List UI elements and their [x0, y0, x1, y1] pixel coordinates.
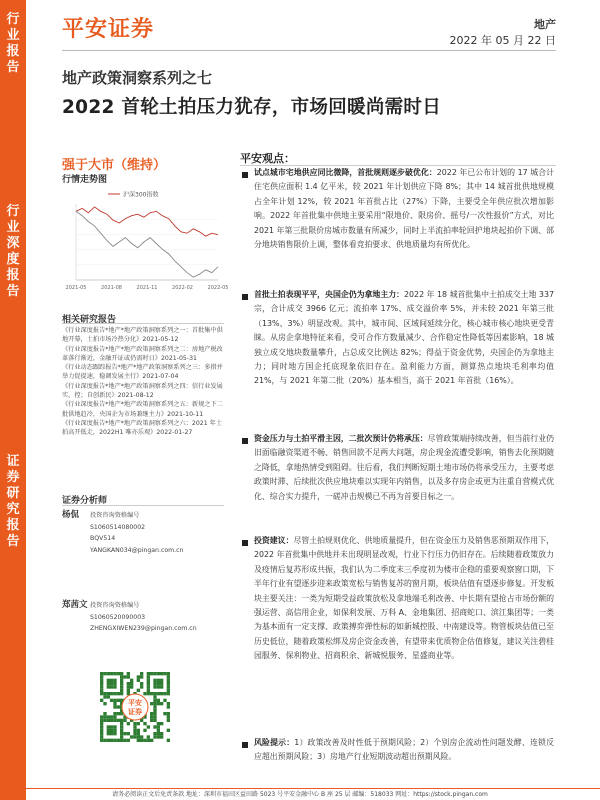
qr-module — [163, 672, 166, 675]
header-divider — [62, 50, 556, 51]
qr-module — [143, 739, 146, 742]
related-report-item[interactable]: 《行业深度报告*地产*地产政策洞察系列之四：信行业发展实，控；自创新民》2021-08-12 — [62, 382, 223, 400]
view-point — [254, 166, 554, 252]
chart-series-line — [76, 207, 218, 236]
qr-module — [113, 699, 116, 702]
qr-module — [160, 692, 163, 695]
qr-module — [160, 672, 163, 675]
qr-module — [100, 722, 103, 725]
view-point-lead: 试点城市宅地供应同比微降，首批规则逐步破优化： — [254, 168, 437, 177]
qr-module — [110, 692, 113, 695]
qr-module — [100, 685, 103, 688]
chart-x-tick-label: 2021-11 — [136, 285, 158, 291]
qr-module — [103, 695, 106, 698]
qr-module — [107, 739, 110, 742]
qr-module — [143, 729, 146, 732]
view-point — [254, 432, 554, 504]
qr-module — [110, 699, 113, 702]
qr-module — [150, 719, 153, 722]
qr-module — [123, 675, 126, 678]
bullet-icon — [242, 172, 248, 178]
qr-module — [130, 735, 133, 738]
qr-module — [147, 692, 150, 695]
qr-module — [153, 712, 156, 715]
analyst-info — [90, 510, 183, 556]
rating: 强于大市（维持） — [62, 158, 167, 173]
qr-module — [107, 685, 110, 688]
bullet-icon — [242, 540, 248, 546]
qr-code-icon — [100, 672, 170, 742]
footer-text: 请务必阅读正文后免责条款 地址：深圳市福田区益田路 5023 号平安金融中心 B 座 25 层 邮编：518033 网址：https://stock.pingan.com — [112, 791, 488, 798]
qr-module — [150, 715, 153, 718]
qr-module — [137, 689, 140, 692]
qr-module — [113, 732, 116, 735]
qr-module — [113, 725, 116, 728]
view-point-text: 尽管政策端持续改善，但当前行业仍旧面临融资渠道不畅、销售回款不足两大问题，房企现金流遭受影响，销售去化预期随之降低，拿地热情受到阻碍。往后看，我们判断短期土地市场仍将承受压力，主要考虑政策时滞、后续批次供应地块难以实现年内销售，以及多存房企或更为注重自营模式优化、综合实力提升，一磋冲击规模已不再为首要目标之一。 — [254, 434, 554, 501]
qr-module — [153, 709, 156, 712]
qr-module — [137, 735, 140, 738]
industry-label: 地产 — [534, 18, 556, 31]
qr-module — [137, 732, 140, 735]
qr-module — [113, 672, 116, 675]
qr-module — [160, 732, 163, 735]
qr-module — [110, 725, 113, 728]
qr-module — [110, 682, 113, 685]
qr-module — [103, 712, 106, 715]
qr-module — [103, 672, 106, 675]
qr-module — [153, 735, 156, 738]
qr-module — [127, 685, 130, 688]
related-reports-list — [62, 326, 226, 438]
qr-module — [120, 732, 123, 735]
qr-module — [140, 739, 143, 742]
qr-module — [117, 672, 120, 675]
qr-module — [167, 672, 170, 675]
view-point-text: 2022 年已公布计划的 17 城合计住宅供应面积 1.4 亿平米，较 2021 年计划供应下降 8%；其中 14 城首批供地规模占全年计划 12%，较 2021 年首批占比（27%）下降，主要受全年供应批次增加影响。2022 年首批集中供地主要采用“限地价、限房价、摇号/一次性报价”方式，对比 2021 年第三批限价房城市数量有所减少，同时上半流拍率轮回护地块起拍价下调、部分地块销售限价上调，整体看竞拍要求、供地质量均有所优化。 — [254, 168, 554, 250]
bullet-icon — [242, 742, 248, 748]
qr-module — [137, 675, 140, 678]
qr-module — [153, 679, 156, 682]
qr-module — [100, 699, 103, 702]
chart-legend-label: 沪深300指数 — [123, 191, 159, 199]
qr-module — [167, 702, 170, 705]
svg-text:证券: 证券 — [128, 708, 142, 716]
qr-module — [123, 739, 126, 742]
qr-module — [167, 705, 170, 708]
qr-module — [153, 705, 156, 708]
qr-module — [123, 719, 126, 722]
qr-module — [107, 719, 110, 722]
chart-series-line — [76, 211, 218, 277]
qr-module — [160, 679, 163, 682]
series-title: 地产政策洞察系列之七 — [62, 69, 213, 87]
view-point — [254, 288, 554, 389]
chart-x-tick-label: 2022-05 — [207, 285, 229, 291]
qr-module — [117, 699, 120, 702]
view-point-text: 2022 年 18 城首批集中土拍成交土地 337 宗，合计成交 3966 亿元；流拍率 17%、成交溢价率 5%，并未较 2021 年第三批（13%、3%）明显改观。其中，城市间、区域间延续分化，核心城市核心地块更受青睐。从房企拿地特征来看，受可合作方数量减少、合作稳定性降低等因素影响，18 城独立成交地块数量攀升，占总成交比例达 82%；得益于资金优势，央国企仍为拿地主力；同时地方国企托底现象依旧存在。盈利能力方面，测算热点地块毛利率均值 21%，与 2021 年第二批（20%）基本相当，高于 2021 年首批（16%）。 — [254, 290, 554, 386]
qr-module — [143, 722, 146, 725]
qr-module — [133, 732, 136, 735]
qr-module — [160, 722, 163, 725]
report-date: 2022 年 05 月 22 日 — [449, 34, 556, 47]
qr-module — [157, 672, 160, 675]
qr-module — [120, 722, 123, 725]
qr-module — [140, 682, 143, 685]
view-point-lead: 首批土拍表现平平，央国企仍为拿地主力： — [254, 290, 405, 299]
qr-module — [100, 735, 103, 738]
analyst-line: BQV514 — [90, 535, 116, 542]
qr-module — [147, 675, 150, 678]
analysts-heading: 证券分析师 — [62, 496, 108, 506]
qr-module — [120, 672, 123, 675]
qr-module — [110, 685, 113, 688]
analyst-name: 郑茜文 — [62, 600, 88, 610]
qr-module — [107, 679, 110, 682]
side-tag-industry-deep-report: 行业深度报告 — [6, 204, 20, 299]
bullet-icon — [242, 438, 248, 444]
qr-module — [113, 702, 116, 705]
qr-module — [110, 732, 113, 735]
qr-module — [153, 695, 156, 698]
qr-module — [107, 682, 110, 685]
view-point — [254, 736, 554, 765]
qr-module — [140, 735, 143, 738]
qr-module — [107, 672, 110, 675]
analyst-line: 投资咨询资格编号 — [90, 512, 140, 519]
qr-module — [167, 675, 170, 678]
qr-module — [127, 689, 130, 692]
related-report-item[interactable]: 《行业深度报告*地产*地产政策洞察系列之一：首批集中供地开幕，土拍市场冷热分化》2021-05-12 — [62, 327, 223, 344]
qr-module — [113, 692, 116, 695]
qr-module — [137, 739, 140, 742]
qr-module — [103, 715, 106, 718]
qr-module — [157, 735, 160, 738]
qr-module — [100, 675, 103, 678]
qr-module — [120, 675, 123, 678]
qr-module — [127, 722, 130, 725]
qr-module — [157, 732, 160, 735]
qr-module — [110, 679, 113, 682]
qr-module — [167, 739, 170, 742]
qr-module — [100, 715, 103, 718]
qr-module — [113, 712, 116, 715]
qr-module — [110, 739, 113, 742]
qr-module — [120, 729, 123, 732]
qr-module — [150, 712, 153, 715]
qr-module — [107, 692, 110, 695]
qr-module — [153, 692, 156, 695]
analyst-email[interactable]: ZHENGXIWEN239@pingan.com.cn — [90, 625, 197, 632]
qr-module — [103, 702, 106, 705]
qr-module — [153, 719, 156, 722]
qr-module — [163, 692, 166, 695]
related-report-item[interactable]: 《行业深度报告*地产*地产政策洞察系列之二：房地产税改革落行渐近，金融开证或仍需时日》2021-05-31 — [62, 345, 223, 362]
qr-module — [137, 722, 140, 725]
qr-module — [153, 685, 156, 688]
analyst-line: 投资咨询资格编号 — [90, 602, 140, 609]
qr-module — [117, 705, 120, 708]
side-tag-securities-research: 证券研究报告 — [6, 454, 20, 549]
qr-module — [120, 725, 123, 728]
qr-module — [120, 719, 123, 722]
analyst-line: S1060520090003 — [90, 613, 146, 621]
qr-module — [113, 739, 116, 742]
qr-module — [127, 682, 130, 685]
qr-module — [130, 682, 133, 685]
qr-module — [100, 692, 103, 695]
qr-module — [167, 715, 170, 718]
qr-module — [147, 735, 150, 738]
qr-module — [120, 679, 123, 682]
qr-module — [100, 679, 103, 682]
qr-module — [100, 689, 103, 692]
qr-module — [130, 679, 133, 682]
trend-chart — [62, 186, 229, 294]
qr-module — [130, 685, 133, 688]
qr-module — [113, 705, 116, 708]
view-point-text: 尽管土拍规则优化、供地质量提升，但在资金压力及销售恶预期双作用下，2022 年首批集中供地并未出现明显改观，行业下行压力仍旧存在。后续随着政策放力及疫情后复苏形成共振，我们认为二季度末三季度初为楼市企稳的重要观察窗口期，下半年行业有望逐步迎来政策宽松与销售复苏的窗月期，板块估值有望逐步修复。开发板块主要关注：一类为短期受益政策放松及拿地端毛利改善、中长期有望抢占市场份额的强运营、高信用企业，如保利发展、万科 A、金地集团、招商蛇口、滨江集团等；一类为基本面有一定支撑、政策搏弈弹性标的如新城控股、中南建设等。物管板块估值已至历史低位，随着政策松绑及房企资金改善，有望带来优质物企估值修复，建议关注碧桂园服务、保利物业、招商积余、新城悦服务、星盛商业等。 — [254, 536, 554, 661]
qr-module — [113, 685, 116, 688]
qr-module — [113, 715, 116, 718]
qr-module — [167, 679, 170, 682]
qr-module — [157, 722, 160, 725]
qr-module — [153, 682, 156, 685]
analyst-name: 杨侃 — [62, 510, 80, 520]
qr-module — [153, 699, 156, 702]
bullet-icon — [242, 294, 248, 300]
qr-module — [113, 682, 116, 685]
qr-module — [167, 729, 170, 732]
qr-module — [120, 685, 123, 688]
qr-module — [163, 699, 166, 702]
qr-module — [113, 679, 116, 682]
qr-module — [127, 732, 130, 735]
qr-module — [110, 715, 113, 718]
qr-module — [167, 689, 170, 692]
qr-module — [103, 692, 106, 695]
qr-module — [110, 672, 113, 675]
qr-module — [113, 729, 116, 732]
qr-module — [107, 732, 110, 735]
qr-module — [157, 729, 160, 732]
qr-module — [153, 725, 156, 728]
qr-module — [100, 739, 103, 742]
main-title: 2022 首轮土拍压力犹存，市场回暖尚需时日 — [62, 97, 442, 118]
qr-module — [133, 725, 136, 728]
qr-module — [167, 712, 170, 715]
related-reports-divider — [62, 323, 224, 324]
qr-module — [153, 732, 156, 735]
qr-module — [157, 702, 160, 705]
qr-module — [120, 739, 123, 742]
qr-module — [120, 735, 123, 738]
view-point-text: 1）政策改善及时性低于预期风险；2）个别房企流动性问题发酵、连锁反应超出预期风险；3）房地产行业短期波动超出预期风险。 — [254, 738, 554, 762]
qr-module — [103, 739, 106, 742]
qr-module — [113, 719, 116, 722]
view-point-lead: 资金压力与土拍平滑主因，二批次预计仍将承压： — [254, 434, 428, 443]
qr-module — [100, 725, 103, 728]
qr-module — [157, 685, 160, 688]
qr-module — [167, 692, 170, 695]
qr-module — [140, 675, 143, 678]
analysts-divider — [62, 505, 224, 506]
qr-module — [147, 725, 150, 728]
qr-module — [100, 729, 103, 732]
qr-module — [133, 722, 136, 725]
qr-module — [117, 712, 120, 715]
chart-x-tick-label: 2022-02 — [172, 285, 193, 291]
qr-module — [160, 685, 163, 688]
qr-module — [147, 689, 150, 692]
qr-module — [107, 715, 110, 718]
qr-module — [127, 675, 130, 678]
qr-module — [137, 679, 140, 682]
view-point-lead: 风险提示： — [254, 738, 295, 747]
qr-module — [107, 725, 110, 728]
qr-module — [107, 695, 110, 698]
qr-module — [100, 719, 103, 722]
left-side-bar — [0, 0, 26, 800]
qr-module — [157, 725, 160, 728]
qr-module — [150, 672, 153, 675]
qr-module — [100, 732, 103, 735]
svg-text:平安: 平安 — [128, 699, 142, 707]
view-point-lead: 投资建议： — [254, 536, 294, 545]
chart-x-tick-label: 2021-05 — [65, 285, 87, 291]
qr-module — [100, 672, 103, 675]
qr-module — [120, 689, 123, 692]
related-report-item[interactable]: 《行业深度报告*地产*地产政策洞察系列之六：2021 年土拍高开低走，2022H1 唯亦乐观》2022-01-27 — [62, 419, 223, 437]
view-heading: 平安观点： — [240, 152, 295, 165]
qr-module — [117, 719, 120, 722]
qr-module — [157, 699, 160, 702]
qr-module — [110, 719, 113, 722]
chart-x-tick-label: 2021-08 — [101, 285, 122, 291]
chart-label: 行情走势图 — [62, 175, 108, 185]
qr-module — [153, 672, 156, 675]
qr-module — [163, 712, 166, 715]
qr-module — [147, 685, 150, 688]
qr-module — [120, 682, 123, 685]
qr-module — [147, 672, 150, 675]
qr-module — [127, 739, 130, 742]
qr-module — [117, 739, 120, 742]
qr-module — [150, 692, 153, 695]
qr-module — [160, 735, 163, 738]
qr-module — [160, 702, 163, 705]
qr-module — [167, 719, 170, 722]
view-point — [254, 534, 554, 664]
qr-module — [110, 729, 113, 732]
related-report-item[interactable]: 《行业深度报告*地产*地产政策洞察系列之五：新规之下二批供地趋冷，央国企为市场兼继主力》2021-10-11 — [62, 401, 223, 418]
qr-module — [117, 692, 120, 695]
qr-module — [157, 679, 160, 682]
qr-module — [143, 692, 146, 695]
qr-module — [147, 739, 150, 742]
analyst-line: S1060514080002 — [90, 523, 146, 531]
related-reports-heading: 相关研究报告 — [62, 315, 117, 325]
qr-module — [133, 735, 136, 738]
qr-module — [100, 682, 103, 685]
qr-module — [123, 732, 126, 735]
qr-module — [103, 719, 106, 722]
qr-module — [107, 729, 110, 732]
analyst-info — [90, 600, 197, 635]
qr-module — [147, 682, 150, 685]
qr-module — [120, 692, 123, 695]
qr-module — [160, 682, 163, 685]
analyst-email[interactable]: YANGKAN034@pingan.com.cn — [90, 546, 184, 554]
qr-module — [167, 685, 170, 688]
qr-module — [153, 702, 156, 705]
qr-module — [140, 685, 143, 688]
qr-module — [153, 715, 156, 718]
qr-module — [150, 702, 153, 705]
related-report-item[interactable]: 《行业动态跟踪报告*地产*地产政策洞察系列之三：多措并举力促提速，稳调发展主行》2021-07-04 — [62, 364, 223, 381]
qr-module — [127, 672, 130, 675]
qr-module — [147, 679, 150, 682]
qr-module — [137, 729, 140, 732]
side-tag-industry-report: 行业报告 — [6, 12, 20, 75]
qr-module — [157, 692, 160, 695]
qr-module — [157, 682, 160, 685]
qr-module — [167, 682, 170, 685]
company-logo: 平安证券 — [62, 17, 155, 42]
qr-module — [140, 672, 143, 675]
qr-module — [150, 739, 153, 742]
qr-module — [133, 729, 136, 732]
